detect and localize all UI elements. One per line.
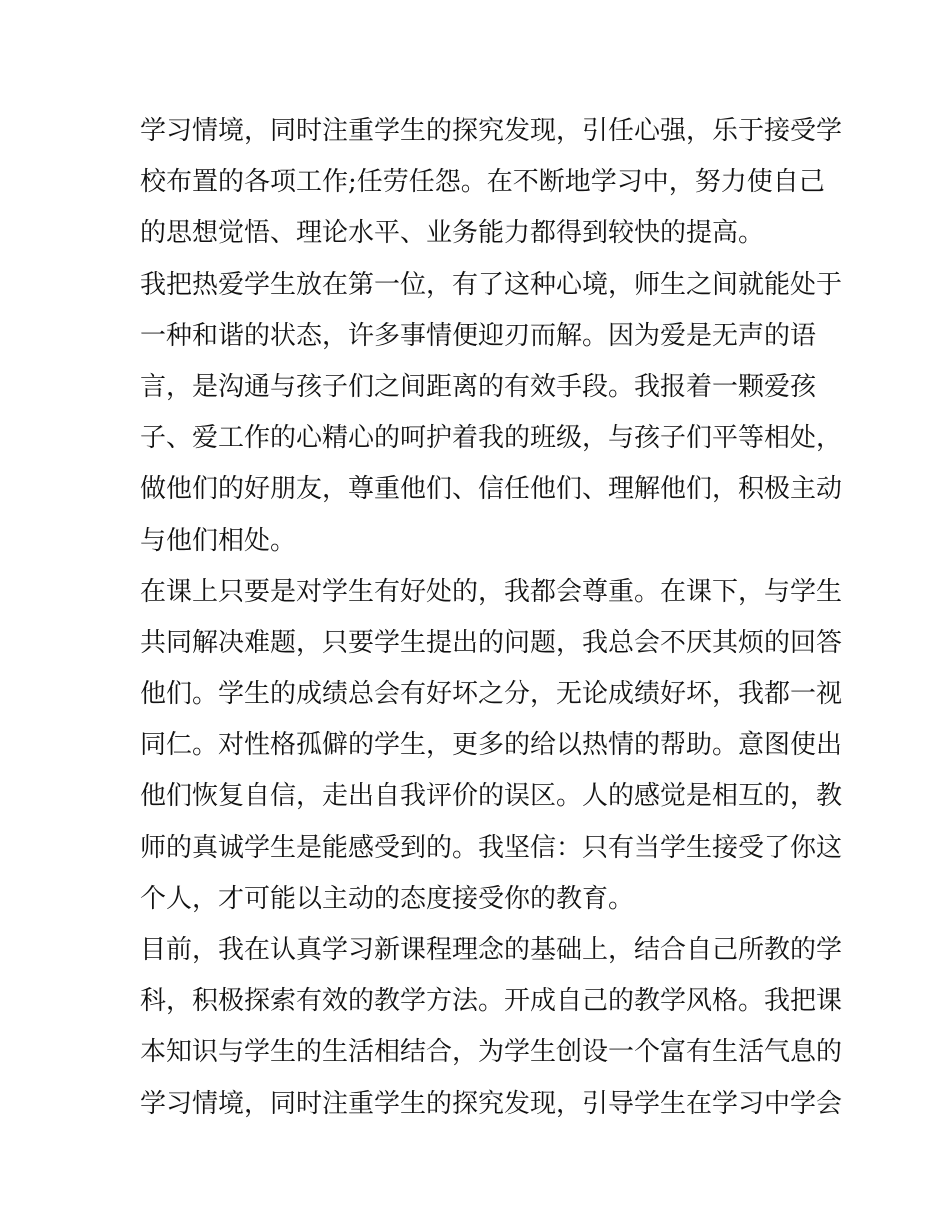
text-line: 言，是沟通与孩子们之间距离的有效手段。我报着一颗爱孩	[140, 371, 817, 402]
text-line: 的思想觉悟、理论水平、业务能力都得到较快的提高。	[140, 218, 765, 249]
text-line: 他们恢复自信，走出自我评价的误区。人的感觉是相互的，教	[140, 781, 843, 812]
text-line: 学习情境，同时注重学生的探究发现，引任心强，乐于接受学	[140, 116, 843, 146]
text-line: 共同解决难题，只要学生提出的问题，我总会不厌其烦的回答	[140, 627, 843, 658]
text-line: 学习情境，同时注重学生的探究发现，引导学生在学习中学会	[140, 1088, 843, 1119]
text-line: 校布置的各项工作;任劳任怨。在不断地学习中，努力使自己	[140, 167, 825, 198]
text-line: 本知识与学生的生活相结合，为学生创设一个富有生活气息的	[140, 1037, 843, 1068]
text-line: 师的真诚学生是能感受到的。我坚信：只有当学生接受了你这	[140, 832, 843, 863]
body-text	[140, 106, 843, 1130]
text-line: 子、爱工作的心精心的呵护着我的班级，与孩子们平等相处，	[140, 423, 843, 454]
text-line: 科，积极探索有效的教学方法。开成自己的教学风格。我把课	[140, 986, 843, 1017]
text-line: 个人，才可能以主动的态度接受你的教育。	[140, 883, 635, 914]
text-line: 目前，我在认真学习新课程理念的基础上，结合自己所教的学	[140, 935, 843, 965]
text-line: 做他们的好朋友，尊重他们、信任他们、理解他们，积极主动	[140, 474, 843, 505]
text-line: 在课上只要是对学生有好处的，我都会尊重。在课下，与学生	[140, 576, 843, 607]
text-line: 我把热爱学生放在第一位，有了这种心境，师生之间就能处于	[140, 269, 843, 300]
text-line: 他们。学生的成绩总会有好坏之分，无论成绩好坏，我都一视	[140, 679, 843, 710]
text-line: 一种和谐的状态，许多事情便迎刃而解。因为爱是无声的语	[140, 320, 817, 351]
text-line: 同仁。对性格孤僻的学生，更多的给以热情的帮助。意图使出	[140, 730, 843, 761]
text-line: 与他们相处。	[140, 525, 297, 556]
